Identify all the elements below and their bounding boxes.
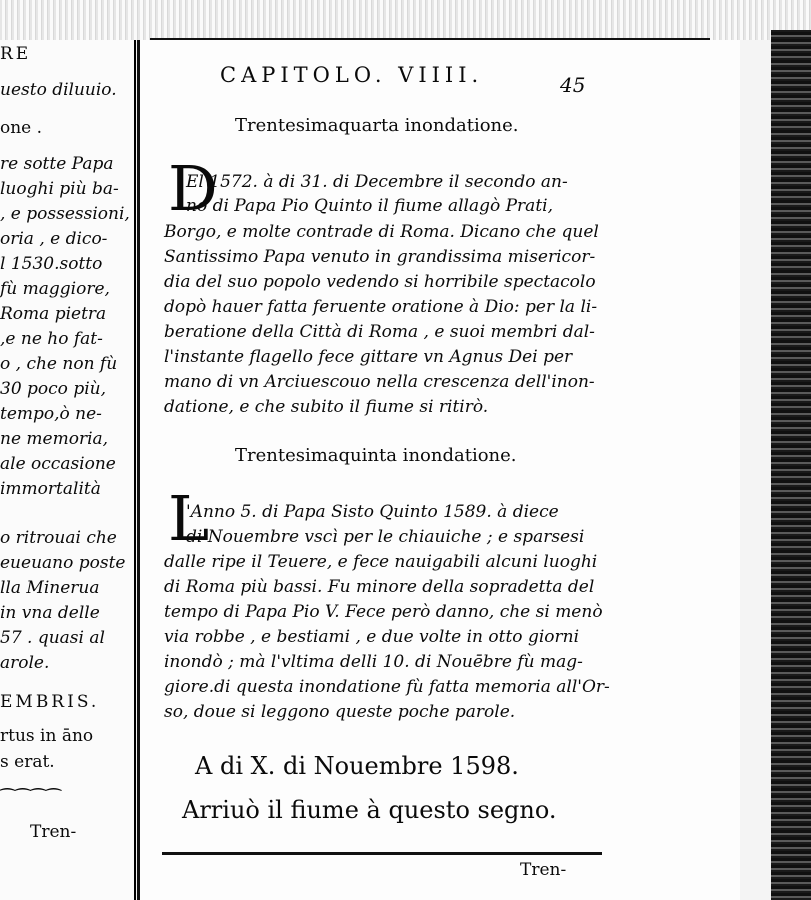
text-line: 'Anno 5. di Papa Sisto Quinto 1589. à diece <box>186 502 559 522</box>
drop-capital: L <box>168 482 210 555</box>
text-line: di Roma più bassi. Fu minore della sopradetta del <box>164 577 595 597</box>
left-line: rtus in āno <box>0 726 94 746</box>
left-line: re sotte Papa <box>0 154 114 174</box>
text-line: l'instante flagello fece gittare vn Agnus Dei per <box>164 347 573 367</box>
left-line: 57 . quasi al <box>0 628 105 648</box>
text-line: Santissimo Papa venuto in grandissima misericor- <box>164 247 596 267</box>
left-line: arole. <box>0 653 50 673</box>
left-line: one . <box>0 118 43 138</box>
text-line: no di Papa Pio Quinto il fiume allagò Prati, <box>186 196 553 216</box>
text-line: dalle ripe il Teuere, e fece nauigabili alcuni luoghi <box>164 552 598 572</box>
text-line: inondò ; mà l'vltima delli 10. di Nouēbre fù mag- <box>164 652 583 672</box>
left-line: in vna delle <box>0 603 100 623</box>
left-line: fù maggiore, <box>0 279 110 299</box>
left-line: Roma pietra <box>0 304 107 324</box>
left-line: immortalità <box>0 479 101 499</box>
right-page <box>140 40 740 900</box>
left-line: lla Minerua <box>0 578 100 598</box>
scan-noise-right <box>771 30 811 900</box>
text-line: giore.di questa inondatione fù fatta memoria all'Or- <box>164 677 610 697</box>
left-line: uesto diluuio. <box>0 80 117 100</box>
left-line: RE <box>0 44 32 64</box>
drop-capital: D <box>168 152 218 225</box>
left-line: l 1530.sotto <box>0 254 103 274</box>
left-line: ,e ne ho fat- <box>0 329 103 349</box>
text-line: di Nouembre vscì per le chiauiche ; e sparsesi <box>186 527 585 547</box>
running-head: CAPITOLO. VIIII. <box>220 63 484 87</box>
text-line: tempo di Papa Pio V. Fece però danno, che si menò <box>164 602 603 622</box>
left-line: oria , e dico- <box>0 229 108 249</box>
page-number: 45 <box>560 73 586 97</box>
left-line: eueuano poste <box>0 553 126 573</box>
ornament: ⁀⁀⁀⁀ <box>0 789 62 810</box>
left-line: ale occasione <box>0 454 116 474</box>
inscription-line: Arriuò il fiume à questo segno. <box>182 796 557 824</box>
left-catchword: Tren- <box>30 822 77 842</box>
left-line: , e possessioni, <box>0 204 130 224</box>
text-line: El 1572. à di 31. di Decembre il secondo an- <box>186 172 568 192</box>
text-line: mano di vn Arciuescouo nella crescenza dell'inon- <box>164 372 595 392</box>
text-line: via robbe , e bestiami , e due volte in otto giorni <box>164 627 580 647</box>
left-line: tempo,ò ne- <box>0 404 102 424</box>
text-line: beratione della Città di Roma , e suoi membri dal- <box>164 322 595 342</box>
left-line: s erat. <box>0 752 55 772</box>
left-line: luoghi più ba- <box>0 179 119 199</box>
text-line: datione, e che subito il fiume si ritirò. <box>164 397 489 417</box>
left-line: ne memoria, <box>0 429 109 449</box>
left-line: o ritrouai che <box>0 528 117 548</box>
left-page <box>0 40 136 900</box>
inscription-line: A di X. di Nouembre 1598. <box>195 752 519 780</box>
text-line: so, doue si leggono queste poche parole. <box>164 702 516 722</box>
section-heading: Trentesimaquarta inondatione. <box>235 115 519 136</box>
text-line: dia del suo popolo vedendo si horribile spectacolo <box>164 272 596 292</box>
left-line: EMBRIS. <box>0 692 100 712</box>
left-line: o , che non fù <box>0 354 118 374</box>
catchword: Tren- <box>520 860 567 880</box>
flood-mark-rule <box>162 852 602 855</box>
text-line: Borgo, e molte contrade di Roma. Dicano che quel <box>164 222 599 242</box>
scan-noise-top <box>0 0 811 40</box>
section-heading: Trentesimaquinta inondatione. <box>235 445 517 466</box>
left-line: 30 poco più, <box>0 379 106 399</box>
text-line: dopò hauer fatta feruente oratione à Dio: per la li- <box>164 297 598 317</box>
